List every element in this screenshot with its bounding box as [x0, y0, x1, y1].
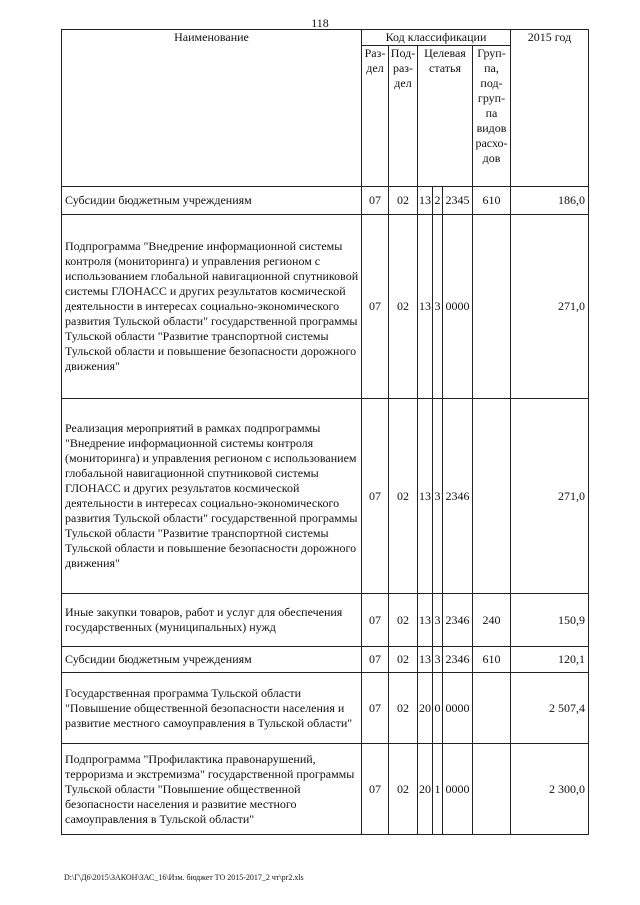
row-podrazdel: 02 — [389, 673, 418, 744]
row-podrazdel: 02 — [389, 647, 418, 673]
header-classification: Код классификации — [362, 30, 511, 46]
row-target-program: 13 — [418, 215, 433, 399]
row-name: Субсидии бюджетным учреждениям — [62, 647, 362, 673]
row-target-code: 0000 — [443, 673, 473, 744]
table-row — [62, 215, 589, 399]
row-target-code: 0000 — [443, 215, 473, 399]
row-razdel: 07 — [362, 647, 389, 673]
row-name: Субсидии бюджетным учреждениям — [62, 187, 362, 215]
table-row — [62, 673, 589, 744]
header-year: 2015 год — [511, 30, 589, 187]
row-podrazdel: 02 — [389, 187, 418, 215]
page-number: 118 — [311, 16, 329, 30]
file-path-footer: D:\Г\Д6\2015\ЗАКОН\ЗАС_16\Изм. бюджет ТО 2015-2017_2 чт\pr2.xls — [64, 873, 304, 882]
row-amount: 2 300,0 — [511, 744, 589, 835]
header-name: Наименование — [62, 30, 362, 187]
row-group: 610 — [473, 187, 511, 215]
row-podrazdel: 02 — [389, 744, 418, 835]
row-target-subprogram: 3 — [433, 647, 443, 673]
table-row — [62, 187, 589, 215]
row-target-subprogram: 3 — [433, 215, 443, 399]
budget-table — [61, 29, 589, 835]
row-podrazdel: 02 — [389, 399, 418, 594]
row-group — [473, 744, 511, 835]
row-target-program: 13 — [418, 594, 433, 647]
row-amount: 2 507,4 — [511, 673, 589, 744]
table-row — [62, 594, 589, 647]
row-group: 610 — [473, 647, 511, 673]
header-razdel: Раз- дел — [362, 46, 389, 187]
row-target-program: 13 — [418, 399, 433, 594]
row-razdel: 07 — [362, 215, 389, 399]
row-razdel: 07 — [362, 673, 389, 744]
header-group: Груп- па, под- груп- па видов расхо- дов — [473, 46, 511, 187]
header-target: Целевая статья — [418, 46, 473, 187]
row-target-program: 13 — [418, 647, 433, 673]
row-amount: 271,0 — [511, 215, 589, 399]
row-amount: 120,1 — [511, 647, 589, 673]
row-podrazdel: 02 — [389, 594, 418, 647]
row-name: Реализация мероприятий в рамках подпрограммы "Внедрение информационной системы контроля (мониторинга) и управления регионом с использованием глобальной навигационной спутниковой системы ГЛОНАСС и других результатов космической деятельности в интересах социально-экономического развития Тульской области" государственной программы Тульской области "Развитие транспортной системы Тульской области и повышение безопасности дорожного движения" — [62, 399, 362, 594]
row-group — [473, 673, 511, 744]
row-target-subprogram: 2 — [433, 187, 443, 215]
row-group: 240 — [473, 594, 511, 647]
row-amount: 150,9 — [511, 594, 589, 647]
row-target-code: 2346 — [443, 399, 473, 594]
row-target-program: 13 — [418, 187, 433, 215]
table-row — [62, 744, 589, 835]
row-amount: 186,0 — [511, 187, 589, 215]
table-row — [62, 399, 589, 594]
row-razdel: 07 — [362, 594, 389, 647]
row-target-program: 20 — [418, 673, 433, 744]
row-target-code: 2345 — [443, 187, 473, 215]
row-group — [473, 215, 511, 399]
header-row-top — [62, 30, 589, 46]
row-name: Государственная программа Тульской области "Повышение общественной безопасности населения и развитие местного самоуправления в Тульской области" — [62, 673, 362, 744]
table-row — [62, 647, 589, 673]
row-name: Иные закупки товаров, работ и услуг для обеспечения государственных (муниципальных) нужд — [62, 594, 362, 647]
row-razdel: 07 — [362, 399, 389, 594]
row-podrazdel: 02 — [389, 215, 418, 399]
row-group — [473, 399, 511, 594]
row-target-subprogram: 0 — [433, 673, 443, 744]
row-target-subprogram: 3 — [433, 399, 443, 594]
row-name: Подпрограмма "Внедрение информационной системы контроля (мониторинга) и управления регионом с использованием глобальной навигационной спутниковой системы ГЛОНАСС и других результатов космической деятельности в интересах социально-экономического развития Тульской области" государственной программы Тульской области "Развитие транспортной системы Тульской области и повышение безопасности дорожного движения" — [62, 215, 362, 399]
row-target-code: 2346 — [443, 647, 473, 673]
header-podrazdel: Под- раз- дел — [389, 46, 418, 187]
row-target-subprogram: 3 — [433, 594, 443, 647]
row-target-code: 0000 — [443, 744, 473, 835]
row-razdel: 07 — [362, 187, 389, 215]
row-amount: 271,0 — [511, 399, 589, 594]
row-target-subprogram: 1 — [433, 744, 443, 835]
row-target-program: 20 — [418, 744, 433, 835]
row-name: Подпрограмма "Профилактика правонарушений, терроризма и экстремизма" государственной программы Тульской области "Повышение общественной безопасности населения и развитие местного самоуправления в Тульской области" — [62, 744, 362, 835]
row-target-code: 2346 — [443, 594, 473, 647]
row-razdel: 07 — [362, 744, 389, 835]
